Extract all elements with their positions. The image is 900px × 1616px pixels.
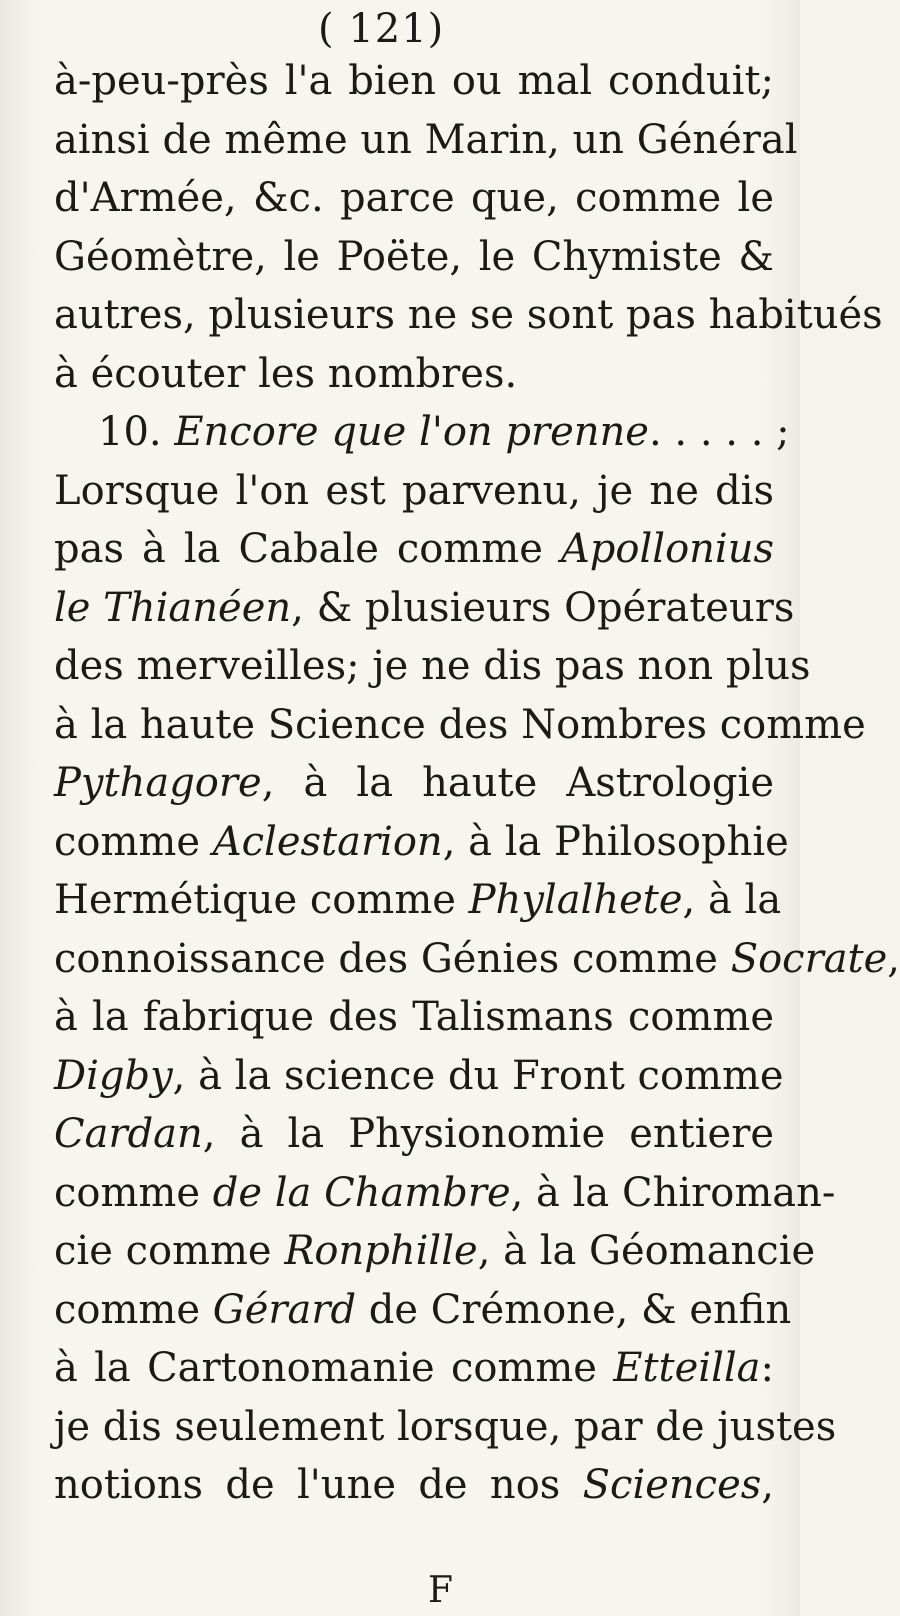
text-run: , & plusieurs Opérateurs [291, 584, 795, 631]
text-line [54, 988, 774, 1047]
italic-run: Ronphille [284, 1228, 478, 1274]
text-line [54, 1339, 774, 1398]
text-run: à la Cartonomanie comme [54, 1345, 614, 1391]
text-run: Hermétique comme [54, 877, 469, 923]
text-line [54, 754, 774, 813]
text-run: , [761, 1462, 774, 1508]
text-line [54, 286, 883, 345]
text-line [54, 1105, 774, 1164]
text-run: à écouter les nombres. [54, 350, 518, 397]
italic-run: le Thianéen [54, 584, 292, 631]
text-run: d'Armée, &c. parce que, comme le [54, 175, 774, 221]
text-run: Géomètre, le Poëte, le Chymiste & [54, 233, 774, 280]
italic-run: Phylalhete [468, 877, 683, 923]
text-line [54, 403, 790, 462]
text-line [54, 637, 811, 696]
text-run: . . . . . ; [648, 409, 790, 455]
text-run: des merveilles; je ne dis pas non plus [54, 643, 811, 689]
text-line [54, 228, 774, 287]
text-run: cie comme [54, 1228, 285, 1274]
text-line [54, 930, 900, 989]
text-run: , à la haute Astrologie [261, 760, 774, 806]
text-run: je dis seulement lorsque, par de justes [54, 1403, 837, 1450]
text-run: , à la Physionomie entiere [202, 1111, 774, 1157]
text-line [54, 169, 774, 228]
text-run: , [887, 935, 900, 982]
italic-run: Socrate [730, 935, 888, 982]
italic-run: Cardan [54, 1111, 203, 1157]
text-run: 10. [98, 409, 175, 455]
text-line [54, 1047, 784, 1106]
text-run: pas à la Cabale comme [54, 526, 561, 572]
text-line [54, 696, 866, 755]
italic-run: Etteilla [613, 1345, 761, 1391]
text-line [54, 1281, 792, 1340]
text-run: : [760, 1345, 774, 1391]
text-run: , à la [682, 877, 782, 923]
text-run: comme [54, 1286, 213, 1333]
text-line [54, 1398, 837, 1457]
text-run: , à la Philosophie [442, 818, 789, 865]
text-run: , à la Géomancie [477, 1228, 816, 1274]
text-line [54, 52, 774, 111]
text-run: comme [54, 1169, 213, 1216]
text-line [54, 813, 789, 872]
text-run: connoissance des Génies comme [54, 935, 731, 982]
signature-mark: F [428, 1570, 453, 1611]
text-line [54, 579, 795, 638]
text-run: à-peu-près l'a bien ou mal conduit; [54, 58, 774, 104]
text-run: Lorsque l'on est parvenu, je ne dis [54, 467, 774, 514]
text-run: notions de l'une de nos [54, 1462, 583, 1508]
text-run: de Crémone, & enfin [356, 1286, 792, 1333]
italic-run: Gérard [212, 1286, 357, 1333]
italic-run: Pythagore [54, 760, 262, 806]
body-text [54, 52, 900, 1515]
page-number: ( 121) [318, 6, 445, 52]
text-line [54, 111, 798, 170]
text-run: , à la Chiroman- [510, 1169, 836, 1216]
text-line [54, 871, 782, 930]
text-run: comme [54, 818, 213, 865]
italic-run: Digby [54, 1052, 173, 1099]
text-line [54, 345, 774, 404]
text-run: , à la science du Front comme [172, 1052, 784, 1099]
text-line [54, 1164, 836, 1223]
italic-run: Encore que l'on prenne [174, 409, 649, 455]
italic-run: de la Chambre [212, 1169, 511, 1216]
text-line [54, 462, 774, 521]
text-run: à la haute Science des Nombres comme [54, 701, 866, 748]
text-line [54, 1222, 816, 1281]
italic-run: Apollonius [560, 526, 774, 572]
italic-run: Sciences [582, 1462, 762, 1508]
text-line [54, 1456, 774, 1515]
text-run: à la fabrique des Talismans comme [54, 994, 774, 1040]
text-run: autres, plusieurs ne se sont pas habitués [54, 292, 883, 338]
text-line [54, 520, 774, 579]
italic-run: Aclestarion [212, 818, 443, 865]
text-run: ainsi de même un Marin, un Général [54, 116, 798, 163]
